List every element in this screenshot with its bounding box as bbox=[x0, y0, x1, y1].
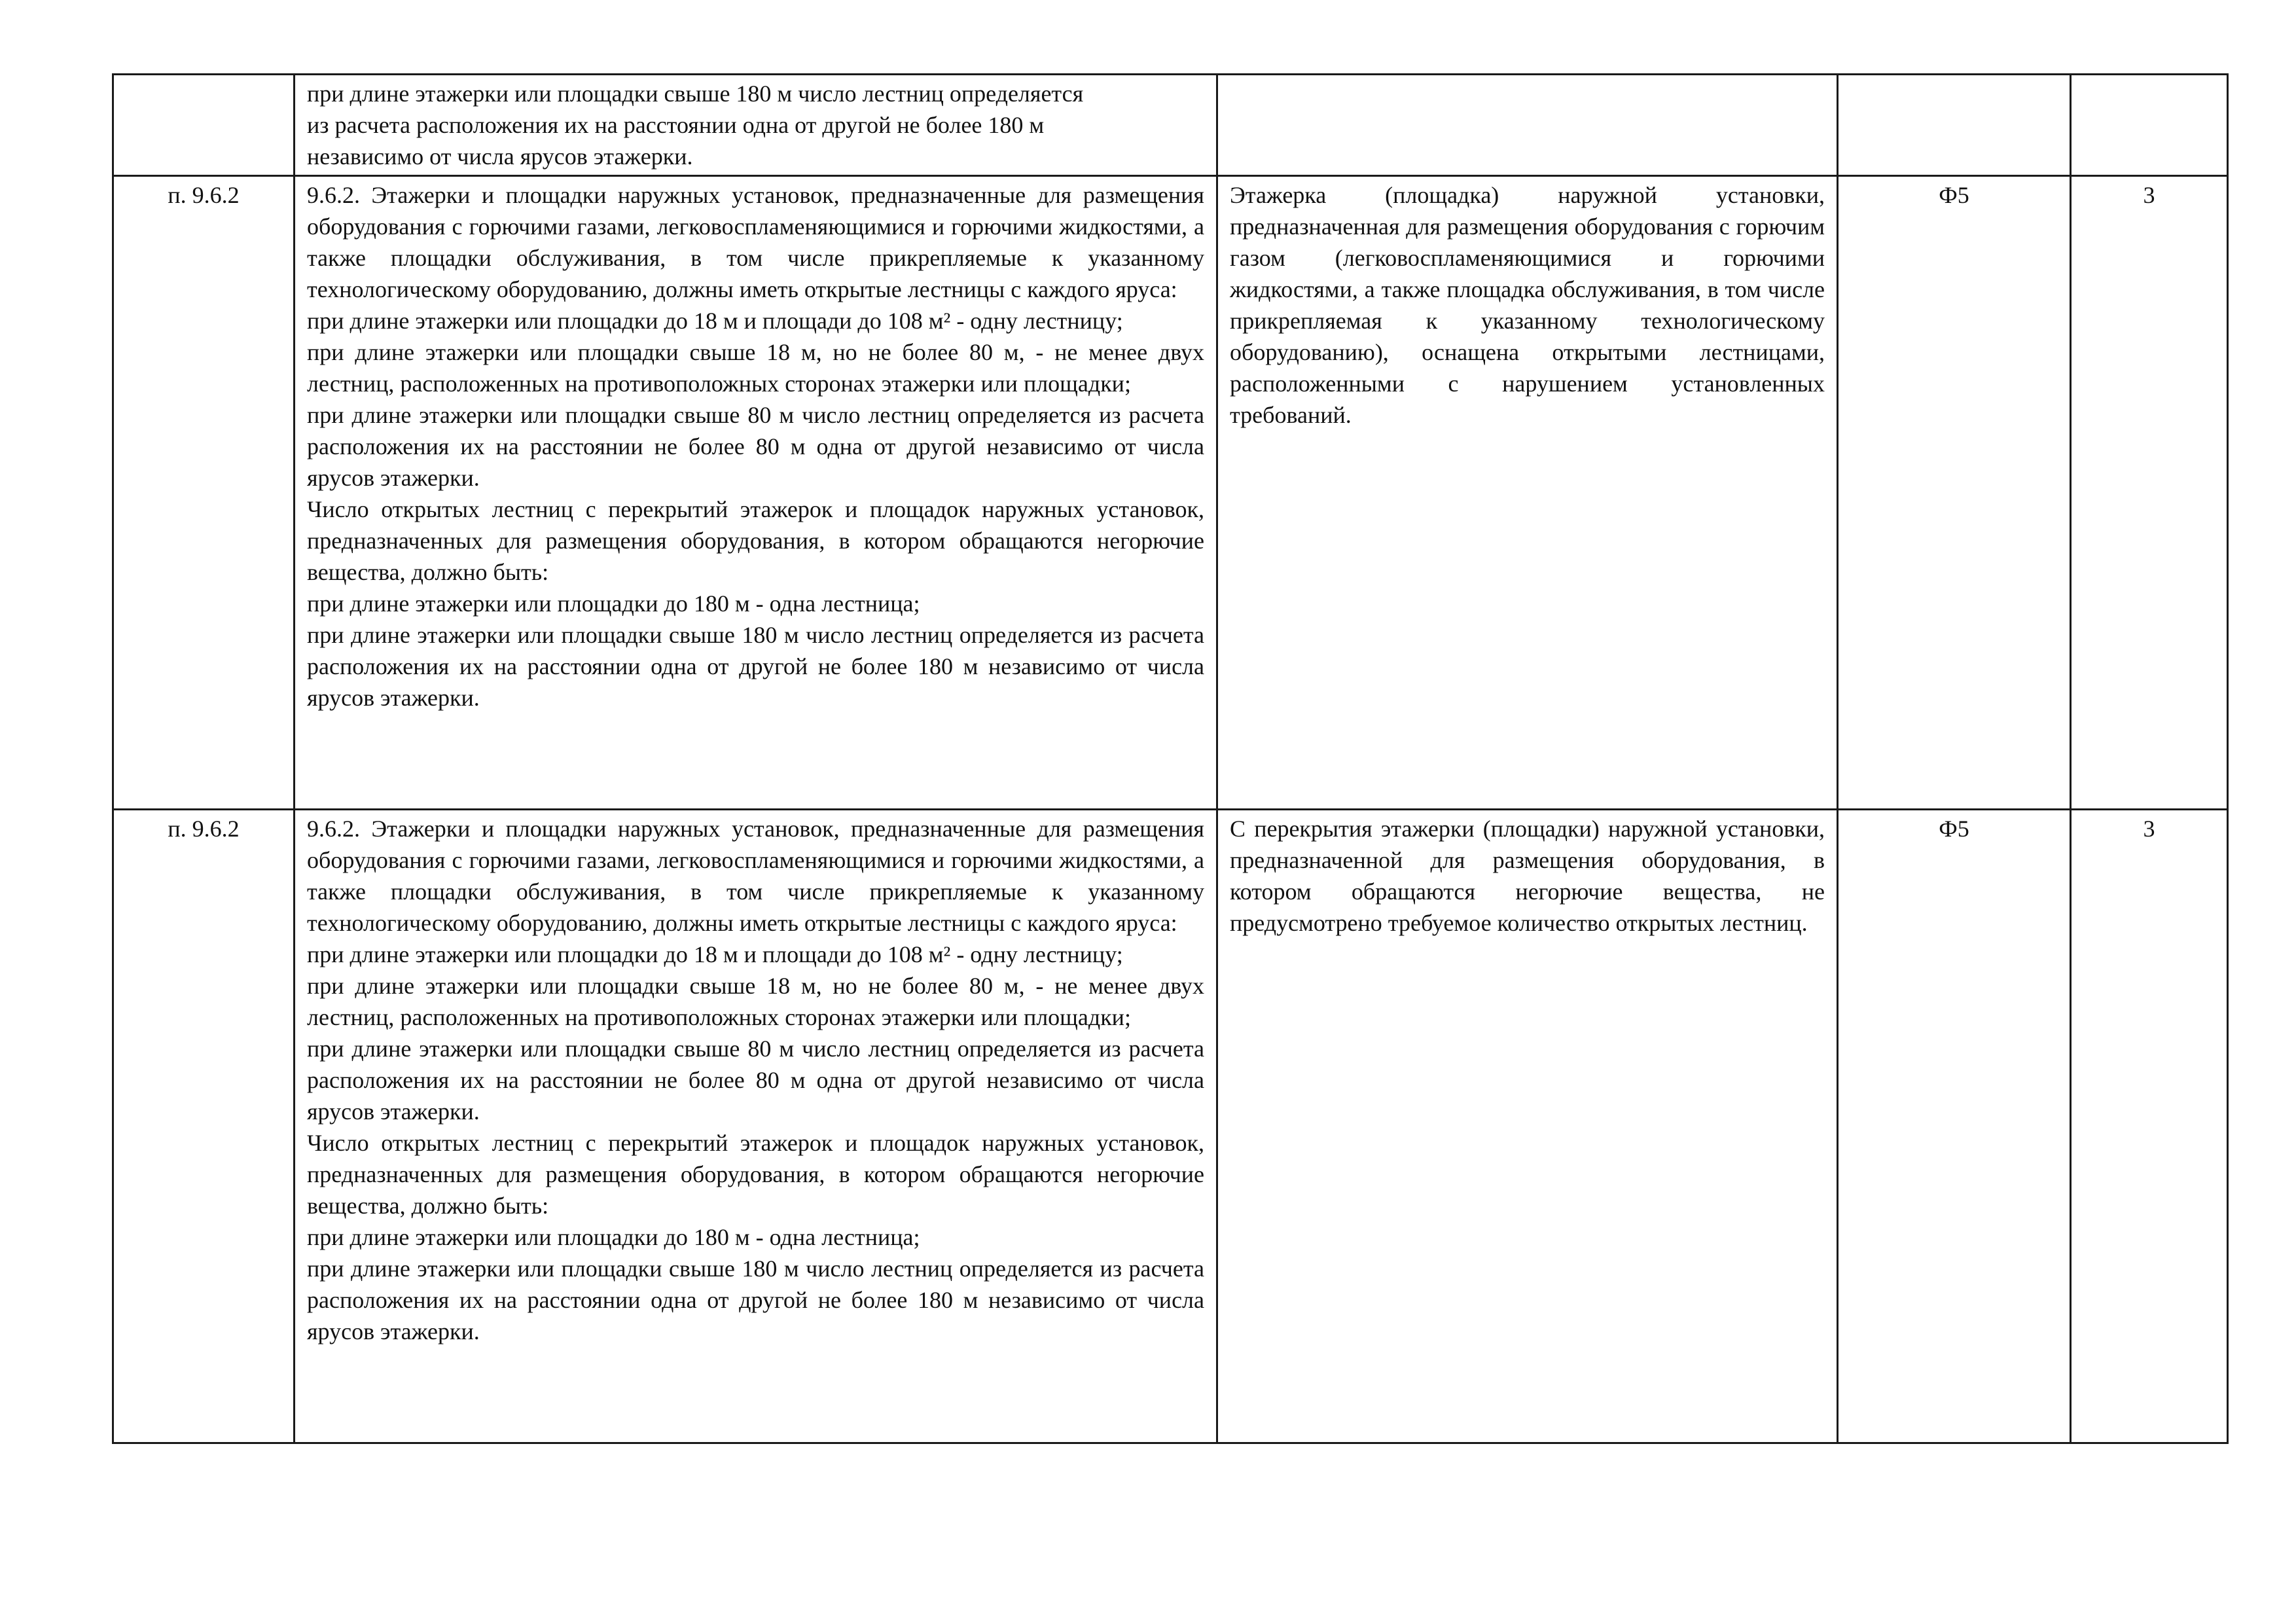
class-cell bbox=[1838, 75, 2071, 176]
code-cell: 3 bbox=[2071, 176, 2228, 810]
violation-cell: С перекрытия этажерки (площадки) наружной установки, предназначенной для размещения оборудования, в котором обращаются негорючие вещества, не предусмотрено требуемое количество открытых лестниц. bbox=[1217, 810, 1838, 1443]
requirement-paragraph: при длине этажерки или площадки свыше 18 м, но не более 80 м, - не менее двух лестниц, расположенных на противоположных сторонах этажерки или площадки; bbox=[307, 973, 1204, 1030]
code-cell: 3 bbox=[2071, 810, 2228, 1443]
requirement-line: независимо от числа ярусов этажерки. bbox=[307, 143, 693, 170]
table-row bbox=[113, 810, 2228, 1443]
requirement-cell bbox=[295, 810, 1217, 1443]
requirement-paragraph: Число открытых лестниц с перекрытий этажерок и площадок наружных установок, предназначенных для размещения оборудования, в котором обращаются негорючие вещества, должно быть: bbox=[307, 496, 1204, 585]
requirement-paragraph: 9.6.2. Этажерки и площадки наружных установок, предназначенные для размещения оборудования с горючими газами, легковоспламеняющимися и горючими жидкостями, а также площадки обслуживания, в том числе прикрепляемые к указанному технологическому оборудованию, должны иметь открытые лестницы с каждого яруса: bbox=[307, 816, 1204, 936]
requirement-cell bbox=[295, 75, 1217, 176]
requirement-paragraph: 9.6.2. Этажерки и площадки наружных установок, предназначенные для размещения оборудования с горючими газами, легковоспламеняющимися и горючими жидкостями, а также площадки обслуживания, в том числе прикрепляемые к указанному технологическому оборудованию, должны иметь открытые лестницы с каждого яруса: bbox=[307, 182, 1204, 302]
requirement-paragraph: при длине этажерки или площадки свыше 180 м число лестниц определяется из расчета расположения их на расстоянии одна от другой не более 180 м независимо от числа ярусов этажерки. bbox=[307, 622, 1204, 711]
requirement-paragraph: при длине этажерки или площадки до 180 м - одна лестница; bbox=[307, 1224, 920, 1250]
requirement-line: из расчета расположения их на расстоянии одна от другой не более 180 м bbox=[307, 112, 1045, 138]
class-cell: Ф5 bbox=[1838, 176, 2071, 810]
requirement-paragraph: при длине этажерки или площадки свыше 18 м, но не более 80 м, - не менее двух лестниц, расположенных на противоположных сторонах этажерки или площадки; bbox=[307, 339, 1204, 397]
violation-cell: Этажерка (площадка) наружной установки, предназначенная для размещения оборудования с горючим газом (легковоспламеняющимися и горючими жидкостями, а также площадка обслуживания, в том числе прикрепляемая к указанному технологическому оборудованию), оснащена открытыми лестницами, расположенными с нарушением установленных требований. bbox=[1217, 176, 1838, 810]
code-cell bbox=[2071, 75, 2228, 176]
requirement-cell bbox=[295, 176, 1217, 810]
requirements-table bbox=[112, 73, 2229, 1444]
requirement-paragraph: при длине этажерки или площадки до 180 м - одна лестница; bbox=[307, 590, 920, 617]
requirement-paragraph: Число открытых лестниц с перекрытий этажерок и площадок наружных установок, предназначенных для размещения оборудования, в котором обращаются негорючие вещества, должно быть: bbox=[307, 1130, 1204, 1219]
document-page bbox=[112, 73, 2227, 1444]
requirement-paragraph: при длине этажерки или площадки до 18 м и площади до 108 м² - одну лестницу; bbox=[307, 308, 1123, 334]
requirement-paragraph: при длине этажерки или площадки свыше 80 м число лестниц определяется из расчета расположения их на расстоянии не более 80 м одна от другой независимо от числа ярусов этажерки. bbox=[307, 402, 1204, 491]
class-cell: Ф5 bbox=[1838, 810, 2071, 1443]
violation-cell bbox=[1217, 75, 1838, 176]
requirement-line: при длине этажерки или площадки свыше 180 м число лестниц определяется bbox=[307, 81, 1084, 107]
ref-cell: п. 9.6.2 bbox=[113, 176, 295, 810]
ref-cell bbox=[113, 75, 295, 176]
table-row bbox=[113, 176, 2228, 810]
requirement-paragraph: при длине этажерки или площадки свыше 80 м число лестниц определяется из расчета расположения их на расстоянии не более 80 м одна от другой независимо от числа ярусов этажерки. bbox=[307, 1036, 1204, 1125]
table-row-continuation bbox=[113, 75, 2228, 176]
ref-cell: п. 9.6.2 bbox=[113, 810, 295, 1443]
requirement-paragraph: при длине этажерки или площадки до 18 м и площади до 108 м² - одну лестницу; bbox=[307, 941, 1123, 967]
requirement-paragraph: при длине этажерки или площадки свыше 180 м число лестниц определяется из расчета расположения их на расстоянии одна от другой не более 180 м независимо от числа ярусов этажерки. bbox=[307, 1255, 1204, 1344]
